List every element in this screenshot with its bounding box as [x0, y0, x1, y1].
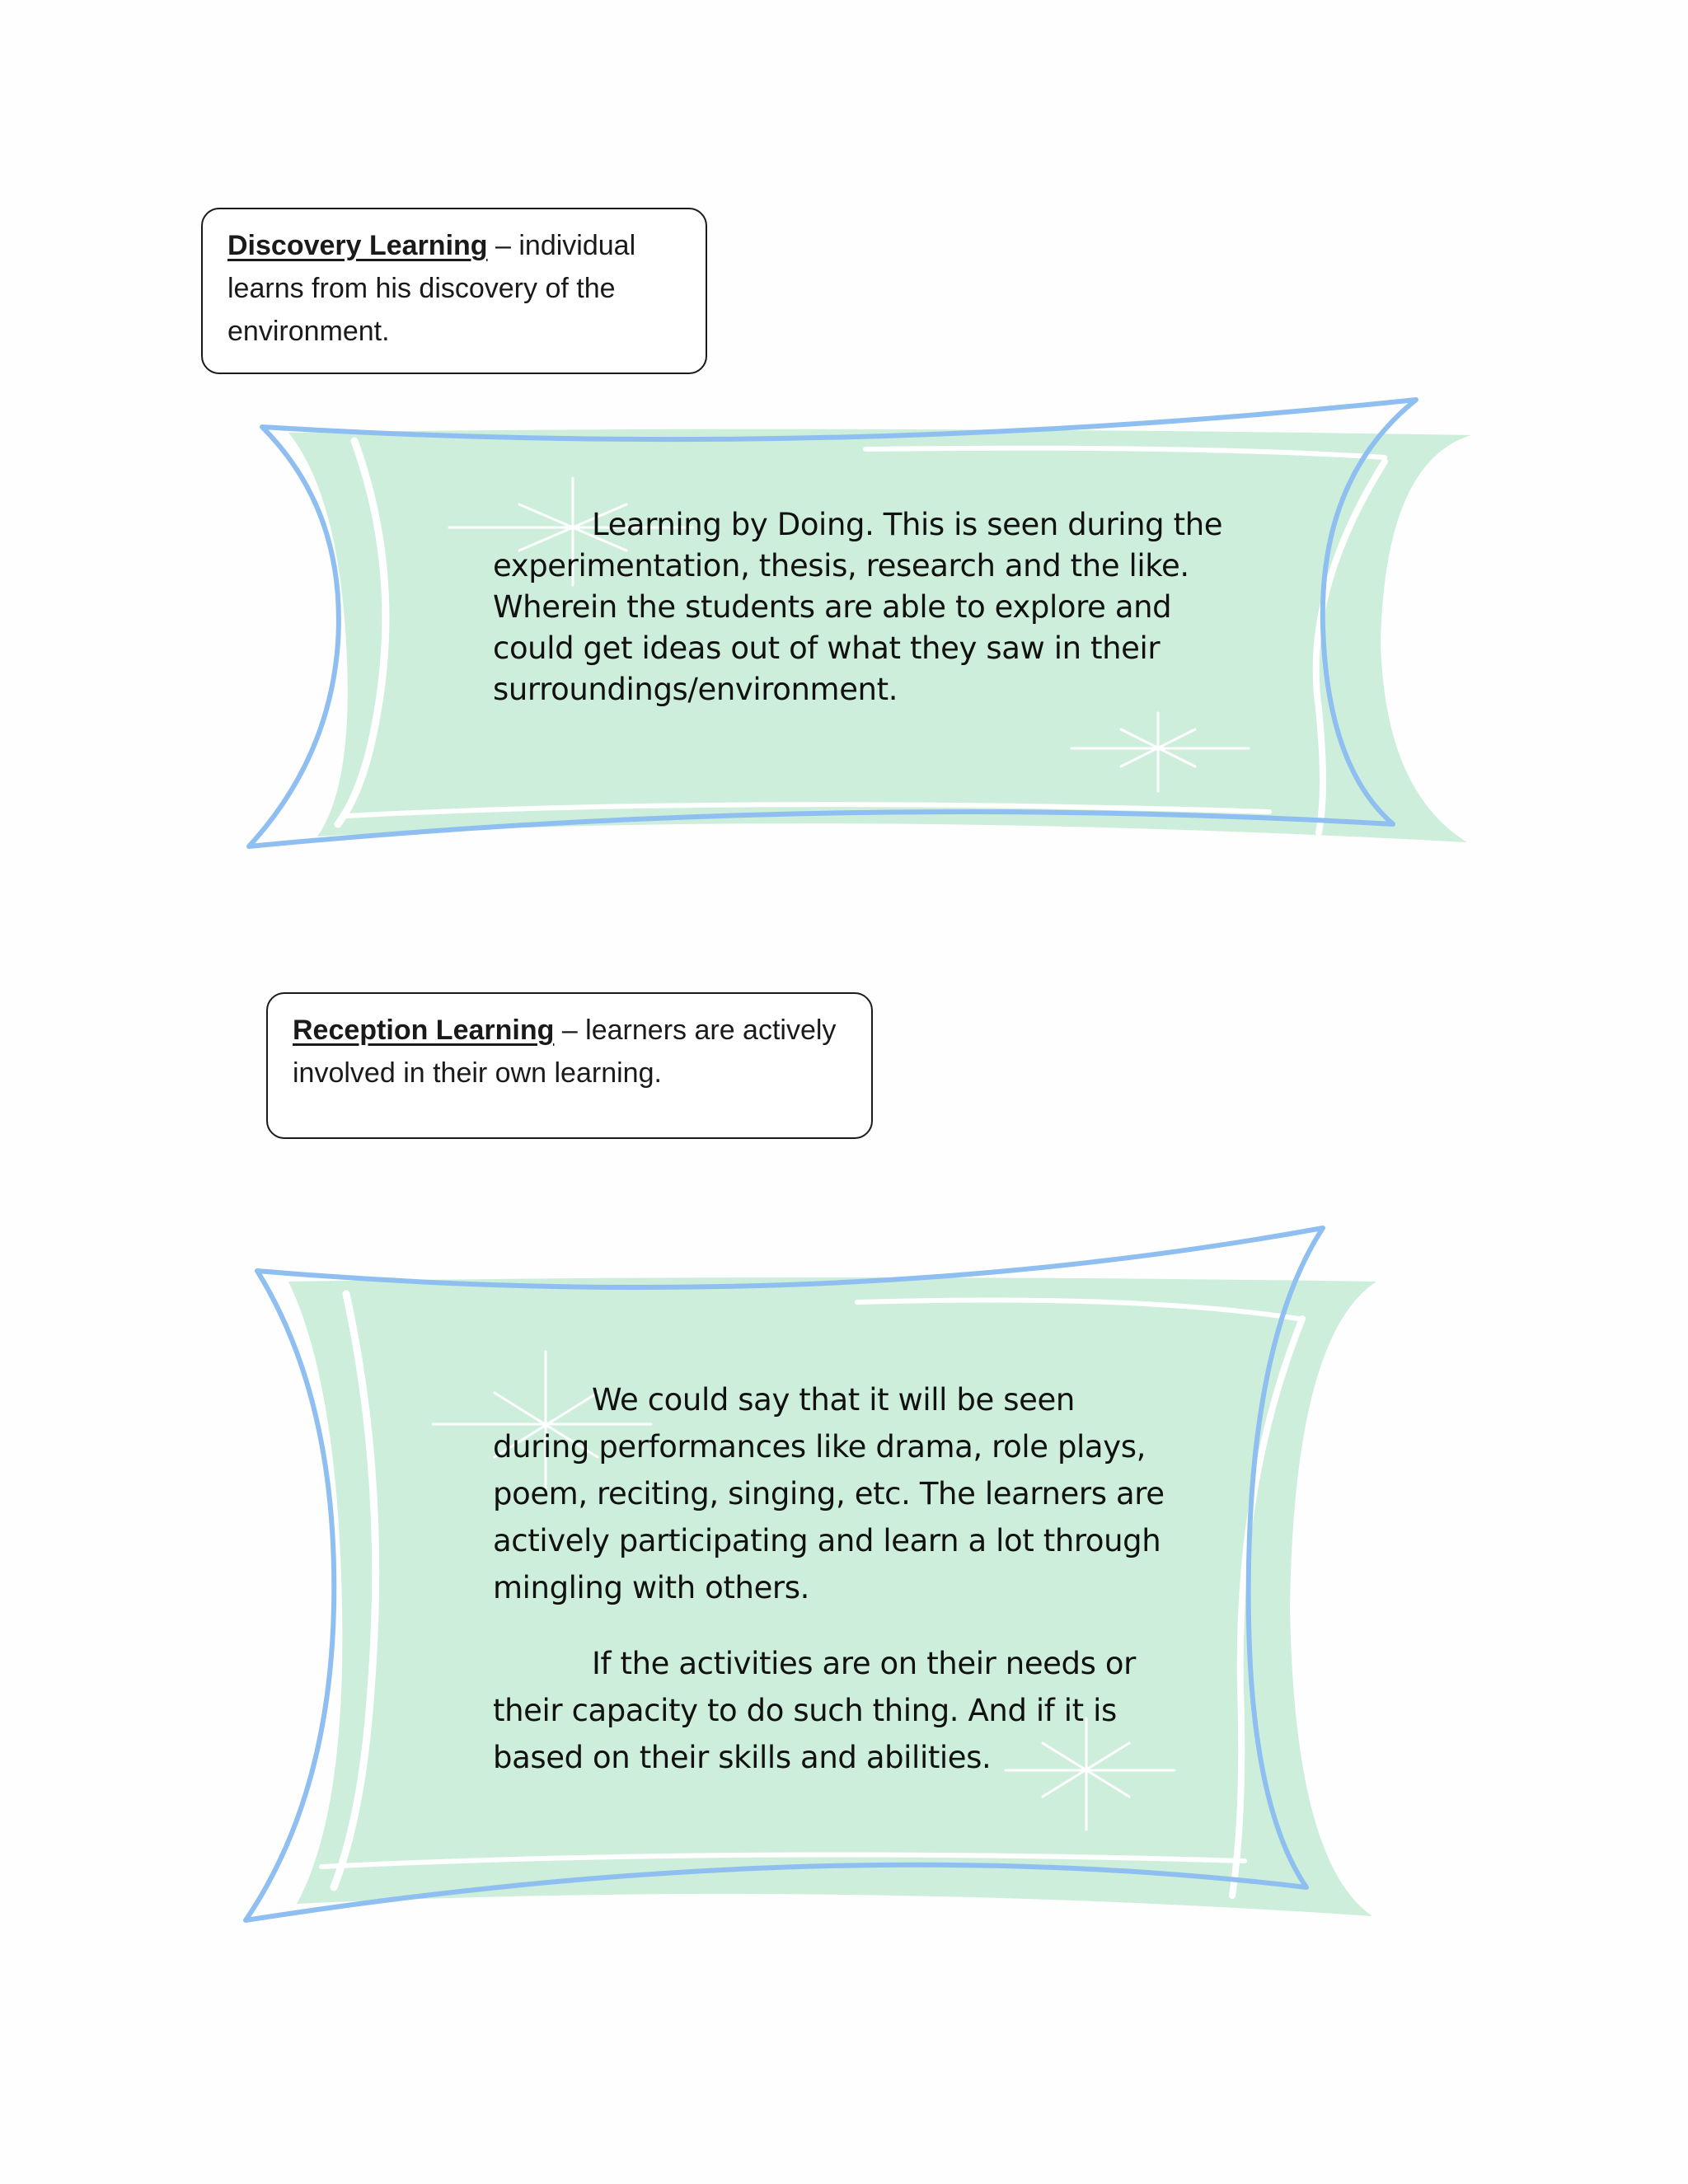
reception-learning-term: Reception Learning	[293, 1015, 555, 1046]
reception-banner-text	[493, 1376, 1177, 1781]
reception-banner-paragraph-1: We could say that it will be seen during performances like drama, role plays, poem, reciting, singing, etc. The learners are actively participating and learn a lot through mingling with others.	[493, 1382, 1165, 1605]
discovery-learning-term: Discovery Learning	[227, 230, 488, 261]
discovery-learning-line1-rest: – individual	[487, 230, 636, 261]
discovery-banner-paragraph: Learning by Doing. This is seen during the experimentation, thesis, research and the like. Wherein the students are able to explore and could get ideas out of what they saw in their surroundings/environment.	[493, 507, 1223, 707]
discovery-learning-line2: learns from his discovery of the	[227, 273, 616, 304]
reception-learning-line1-rest: – learners are actively	[554, 1015, 837, 1046]
discovery-learning-line3: environment.	[227, 316, 390, 347]
reception-learning-line2: involved in their own learning.	[293, 1057, 662, 1089]
reception-banner-paragraph-2: If the activities are on their needs or their capacity to do such thing. And if it is based on their skills and abilities.	[493, 1646, 1136, 1775]
